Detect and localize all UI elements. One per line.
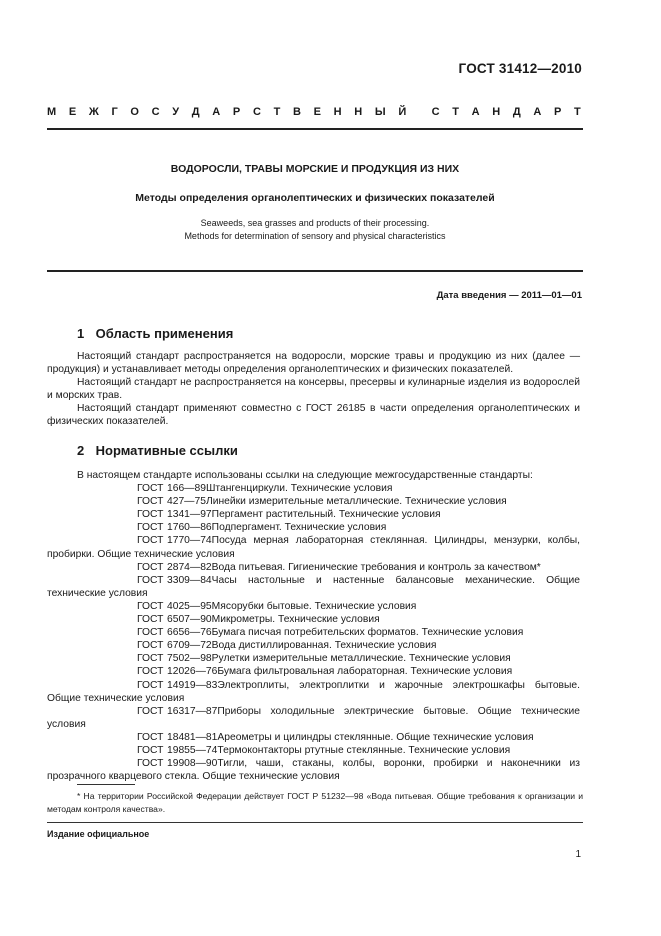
interstate-letter: Т [273,106,281,118]
reference-prefix: ГОСТ [137,522,164,534]
reference-code [77,495,206,508]
footnote-rule [77,784,135,785]
reference-title: Часы настольные и настенные балансовые механические. Общие технические условия [47,574,580,599]
reference-number: 3309—84 [167,574,212,586]
reference-item [47,521,580,534]
reference-number: 2874—82 [167,561,212,573]
reference-item [47,665,580,678]
interstate-letter: С [151,106,160,118]
interstate-letter: Д [512,106,521,118]
reference-code [77,679,217,692]
reference-prefix: ГОСТ [137,614,164,626]
english-title [47,217,583,242]
reference-item [47,482,580,495]
interstate-letter: А [533,106,542,118]
reference-code [77,482,206,495]
reference-item [47,652,580,665]
reference-prefix: ГОСТ [137,731,164,743]
english-title-line-1: Seaweeds, sea grasses and products of their processing. [200,218,430,228]
reference-code [77,574,212,587]
bottom-rule [47,822,583,823]
reference-title: Пергамент растительный. Технические условия [211,509,441,521]
reference-prefix: ГОСТ [137,483,164,495]
reference-prefix: ГОСТ [137,640,164,652]
introduction-date: Дата введения — 2011—01—01 [436,290,582,301]
interstate-letter: Ы [374,106,386,118]
reference-code [77,757,217,770]
interstate-letter: Р [232,106,241,118]
reference-title: Штангенциркули. Технические условия [205,483,393,495]
reference-title: Ареометры и цилиндры стеклянные. Общие технические условия [217,731,534,743]
reference-prefix: ГОСТ [137,666,164,678]
reference-code [77,652,212,665]
reference-number: 19908—90 [167,758,218,770]
reference-title: Тигли, чаши, стаканы, колбы, воронки, пробирки и наконечники из прозрачного кварцевого стекла. Общие технические условия [47,758,580,783]
reference-prefix: ГОСТ [137,574,164,586]
section-1-body [47,350,580,429]
reference-code [77,744,217,757]
reference-number: 4025—95 [167,600,212,612]
reference-number: 1341—97 [167,509,212,521]
interstate-letter: Т [452,106,459,118]
reference-number: 427—75 [167,496,206,508]
reference-item [47,744,580,757]
reference-code [77,639,212,652]
reference-title: Посуда мерная лабораторная стеклянная. Цилиндры, мензурки, колбы, пробирки. Общие технические условия [47,535,580,560]
reference-code [77,665,217,678]
reference-number: 1760—86 [167,522,212,534]
interstate-letter: О [130,106,139,118]
reference-number: 166—89 [167,483,206,495]
section-2-title: Нормативные ссылки [95,443,238,458]
reference-item [47,757,580,783]
reference-item [47,600,580,613]
interstate-letter: Й [398,106,407,118]
reference-title: Бумага писчая потребительских форматов. Технические условия [211,627,524,639]
reference-number: 12026—76 [167,666,218,678]
reference-prefix: ГОСТ [137,679,164,691]
section-2-heading [77,443,238,458]
reference-prefix: ГОСТ [137,744,164,756]
reference-number: 7502—98 [167,653,212,665]
reference-item [47,508,580,521]
interstate-letter: А [212,106,221,118]
reference-prefix: ГОСТ [137,705,164,717]
interstate-letter: С [252,106,261,118]
reference-number: 19855—74 [167,744,218,756]
reference-code [77,521,212,534]
reference-title: Бумага фильтровальная лабораторная. Технические условия [217,666,513,678]
reference-item [47,679,580,705]
reference-prefix: ГОСТ [137,627,164,639]
official-edition: Издание официальное [47,829,150,839]
page-number: 1 [575,849,581,860]
interstate-letter: В [292,106,301,118]
reference-title: Электроплиты, электроплитки и жарочные электрошкафы бытовые. Общие технические условия [47,679,580,704]
reference-prefix: ГОСТ [137,561,164,573]
reference-item [47,731,580,744]
reference-code [77,626,212,639]
reference-number: 16317—87 [167,705,218,717]
section-1-paragraph: Настоящий стандарт не распространяется на консервы, пресервы и кулинарные изделия из водорослей и морских трав. [47,377,580,402]
reference-title: Линейки измерительные металлические. Технические условия [205,496,507,508]
reference-number: 6709—72 [167,640,212,652]
reference-code [77,534,212,547]
interstate-letter: Р [553,106,562,118]
document-subtitle: Методы определения органолептических и физических показателей [135,192,495,204]
reference-title: Рулетки измерительные металлические. Технические условия [211,653,511,665]
reference-prefix: ГОСТ [137,535,164,547]
references-intro: В настоящем стандарте использованы ссылки на следующие межгосударственные стандарты: [77,470,533,481]
reference-item [47,626,580,639]
gost-number: ГОСТ 31412—2010 [458,61,582,76]
interstate-letter: Ж [88,106,99,118]
interstate-standard-heading [47,106,581,118]
interstate-letter: М [47,106,57,118]
section-1-number: 1 [77,326,85,341]
interstate-letter: Н [333,106,342,118]
reference-item [47,613,580,626]
reference-prefix: ГОСТ [137,758,164,770]
reference-number: 14919—83 [167,679,218,691]
interstate-letter: Е [68,106,77,118]
interstate-letter: С [431,106,440,118]
reference-prefix: ГОСТ [137,509,164,521]
reference-prefix: ГОСТ [137,653,164,665]
reference-number: 18481—81 [167,731,218,743]
interstate-letter: Т [574,106,581,118]
reference-code [77,705,217,718]
reference-item [47,705,580,731]
reference-code [77,613,212,626]
document-title: ВОДОРОСЛИ, ТРАВЫ МОРСКИЕ И ПРОДУКЦИЯ ИЗ НИХ [170,163,460,175]
reference-title: Вода дистиллированная. Технические условия [211,640,437,652]
english-title-line-2: Methods for determination of sensory and physical characteristics [184,230,446,241]
title-rule [47,270,583,272]
reference-item [47,639,580,652]
interstate-letter: У [172,106,180,118]
interstate-letter: Г [111,106,118,118]
interstate-letter: Д [191,106,200,118]
section-1-paragraph: Настоящий стандарт применяют совместно с ГОСТ 26185 в части определения органолептических и физических показателей. [47,403,580,428]
reference-item [47,495,580,508]
reference-code [77,600,212,613]
section-2-number: 2 [77,443,85,458]
reference-code [77,508,212,521]
reference-title: Микрометры. Технические условия [211,614,380,626]
section-1-title: Область применения [95,326,234,341]
header-rule [47,128,583,130]
reference-title: Термоконтакторы ртутные стеклянные. Технические условия [217,744,511,756]
reference-code [77,561,212,574]
normative-references [47,469,580,783]
reference-title: Мясорубки бытовые. Технические условия [211,600,417,612]
reference-number: 1770—74 [167,535,212,547]
reference-item [47,561,580,574]
reference-number: 6507—90 [167,614,212,626]
section-1-paragraph: Настоящий стандарт распространяется на водоросли, морские травы и продукцию из них (далее — продукция) и устанавливает методы определения органолептических и физических показателей. [47,351,580,376]
reference-title: Вода питьевая. Гигиенические требования и контроль за качеством* [211,561,541,573]
reference-item [47,574,580,600]
reference-prefix: ГОСТ [137,600,164,612]
reference-title: Приборы холодильные электрические бытовые. Общие технические условия [47,705,580,730]
reference-number: 6656—76 [167,627,212,639]
interstate-letter: А [471,106,480,118]
reference-item [47,534,580,560]
footnote: * На территории Российской Федерации действует ГОСТ Р 51232—98 «Вода питьевая. Общие требования к организации и методам контроля качества». [47,791,583,814]
reference-prefix: ГОСТ [137,496,164,508]
reference-title: Подпергамент. Технические условия [211,522,387,534]
interstate-letter: Н [354,106,363,118]
section-1-heading [77,326,233,341]
interstate-letter: Е [313,106,321,118]
interstate-letter: Н [492,106,501,118]
reference-code [77,731,217,744]
